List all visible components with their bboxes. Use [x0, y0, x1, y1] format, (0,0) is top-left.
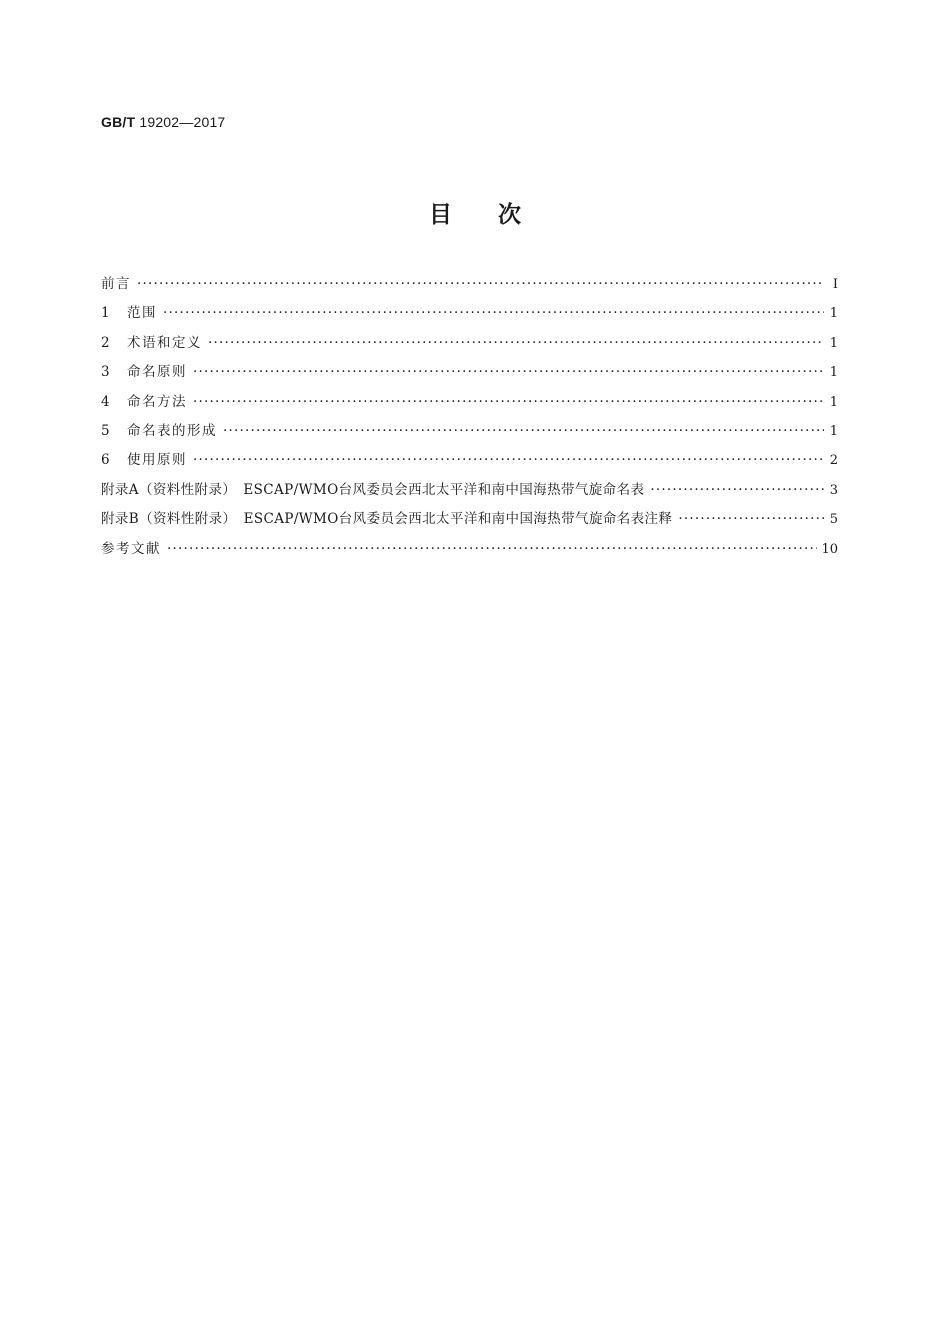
toc-entry-page: 5	[829, 512, 838, 528]
toc-entry-label: 附录B（资料性附录） ESCAP/WMO台风委员会西北太平洋和南中国海热带气旋命名表注释	[101, 511, 673, 528]
toc-entry-label: 使用原则	[127, 452, 187, 469]
table-of-contents	[101, 272, 838, 566]
toc-entry-label: 范围	[127, 305, 157, 322]
toc-leader-dots	[163, 305, 824, 321]
toc-entry-page: 1	[829, 394, 838, 410]
toc-entry-page: 1	[829, 306, 838, 322]
toc-entry-scope[interactable]	[101, 301, 838, 330]
toc-entry-usage-principles[interactable]	[101, 448, 838, 477]
toc-entry-label: 前言	[101, 276, 131, 292]
toc-entry-label: 术语和定义	[127, 334, 202, 351]
toc-entry-naming-methods[interactable]	[101, 390, 838, 419]
toc-entry-name-list-formation[interactable]	[101, 419, 838, 448]
toc-leader-dots	[193, 394, 824, 410]
toc-entry-label: 命名表的形成	[127, 422, 217, 439]
toc-entry-number: 3	[101, 364, 110, 381]
toc-entry-number: 5	[101, 422, 110, 439]
toc-leader-dots	[167, 541, 817, 557]
toc-entry-page: 1	[829, 365, 838, 381]
toc-leader-dots	[678, 511, 824, 527]
toc-entry-label: 命名方法	[127, 393, 187, 410]
toc-entry-annex-b[interactable]	[101, 507, 838, 536]
toc-leader-dots	[208, 335, 824, 351]
toc-entry-number: 1	[101, 305, 110, 322]
toc-entry-naming-principles[interactable]	[101, 360, 838, 389]
toc-entry-page: 3	[829, 482, 838, 498]
toc-entry-label: 附录A（资料性附录） ESCAP/WMO台风委员会西北太平洋和南中国海热带气旋命名表	[101, 481, 645, 498]
toc-entry-page: Ⅰ	[832, 277, 838, 292]
toc-entry-number: 6	[101, 452, 110, 469]
toc-entry-page: 2	[829, 453, 838, 469]
toc-entry-page: 1	[829, 423, 838, 439]
toc-leader-dots	[193, 452, 824, 468]
page-title: 目次	[429, 202, 567, 228]
toc-entry-terms[interactable]	[101, 331, 838, 360]
toc-entry-label: 命名原则	[127, 364, 187, 381]
toc-entry-page: 1	[829, 335, 838, 351]
toc-entry-label: 参考文献	[101, 540, 161, 557]
standard-code	[101, 114, 225, 130]
toc-leader-dots	[137, 276, 824, 292]
toc-entry-bibliography[interactable]	[101, 537, 838, 566]
toc-leader-dots	[193, 364, 824, 380]
toc-entry-foreword[interactable]	[101, 272, 838, 301]
toc-leader-dots	[223, 423, 824, 439]
standard-code-prefix: GB/T	[101, 114, 136, 130]
toc-entry-number: 4	[101, 393, 110, 410]
toc-entry-number: 2	[101, 334, 110, 351]
toc-entry-annex-a[interactable]	[101, 478, 838, 507]
toc-leader-dots	[650, 482, 824, 498]
toc-entry-page: 10	[821, 541, 838, 557]
standard-code-number: 19202—2017	[139, 114, 226, 130]
